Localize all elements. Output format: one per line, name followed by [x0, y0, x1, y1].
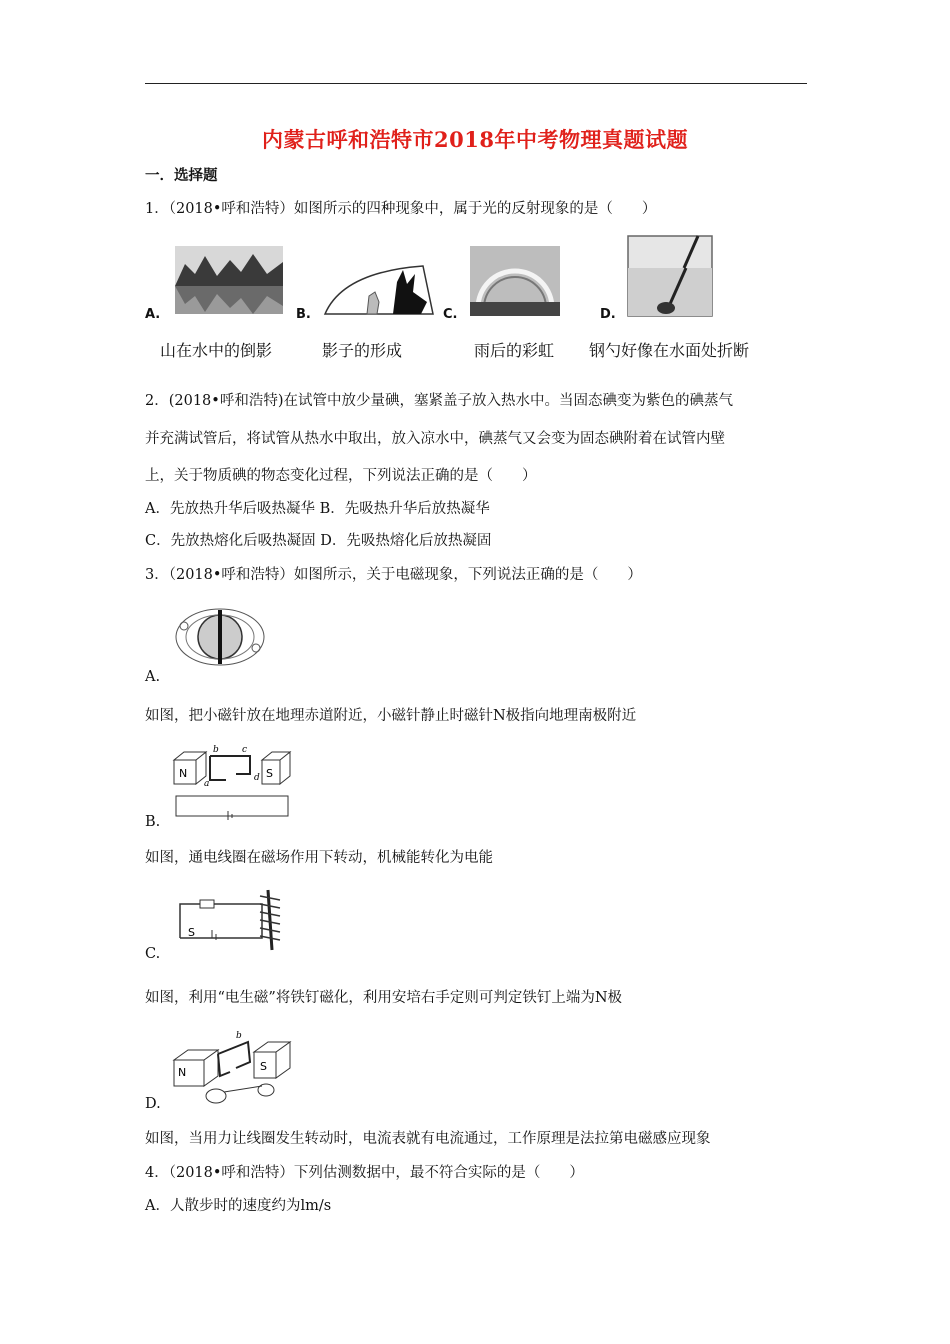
section-heading: 一．选择题 — [145, 167, 218, 184]
q2-options-cd: C．先放热熔化后吸热凝固 D．先吸热熔化后放热凝固 — [145, 533, 492, 549]
q3-figure-a-earth-magnetic-field — [170, 604, 270, 670]
q1-caption-d: 钢勺好像在水面处折断 — [589, 341, 750, 360]
fig-d-label-b: b — [236, 1031, 242, 1041]
q2-options-ab: A．先放热升华后吸热凝华 B．先吸热升华后放热凝华 — [145, 501, 490, 517]
fig-b-label-c: c — [242, 745, 248, 755]
q1-caption-c: 雨后的彩虹 — [474, 341, 555, 360]
q2-line-2: 并充满试管后，将试管从热水中取出，放入凉水中，碘蒸气又会变为固态碘附着在试管内壁 — [145, 431, 725, 447]
q3-option-b-letter: B. — [145, 814, 161, 830]
fig-b-s-label: S — [266, 767, 273, 780]
q3-stem: 3．（2018•呼和浩特）如图所示，关于电磁现象，下列说法正确的是（ ） — [145, 567, 642, 583]
fig-b-label-d: d — [254, 773, 260, 783]
q1-option-c-letter: C. — [443, 307, 458, 322]
page-title: 内蒙古呼和浩特市2018年中考物理真题试题 — [262, 127, 688, 152]
q4-option-a: A．人散步时的速度约为lm/s — [145, 1198, 332, 1214]
q3-option-c-text: 如图，利用“电生磁”将铁钉磁化，利用安培右手定则可判定铁钉上端为N极 — [145, 990, 623, 1006]
q2-line-3: 上，关于物质碘的物态变化过程，下列说法正确的是（ ） — [145, 468, 537, 484]
q3-option-d-text: 如图，当用力让线圈发生转动时，电流表就有电流通过，工作原理是法拉第电磁感应现象 — [145, 1131, 711, 1147]
q1-option-a-letter: A. — [145, 307, 161, 322]
fig-d-s-label: S — [260, 1060, 267, 1073]
q3-figure-d-generator — [170, 1024, 294, 1106]
q1-image-b-hand-shadow — [323, 262, 435, 316]
q2-line-1: 2．(2018•呼和浩特)在试管中放少量碘，塞紧盖子放入热水中。当固态碘变为紫色的碘蒸气 — [145, 393, 733, 409]
q3-option-c-letter: C. — [145, 946, 161, 962]
q3-figure-c-electromagnet — [172, 884, 288, 952]
q3-figure-b-motor — [170, 740, 294, 820]
fig-b-label-a: a — [204, 779, 210, 789]
q4-stem: 4．（2018•呼和浩特）下列估测数据中，最不符合实际的是（ ） — [145, 1165, 584, 1181]
q1-option-d-letter: D. — [600, 307, 616, 322]
q1-image-c-rainbow — [470, 246, 560, 316]
q1-image-a-mountain-reflection — [175, 246, 283, 314]
q3-option-a-text: 如图，把小磁针放在地理赤道附近，小磁针静止时磁针N极指向地理南极附近 — [145, 708, 637, 724]
q1-caption-b: 影子的形成 — [322, 341, 403, 360]
fig-b-n-label: N — [179, 767, 188, 780]
header-rule — [145, 83, 807, 84]
q1-stem: 1．（2018•呼和浩特）如图所示的四种现象中，属于光的反射现象的是（ ） — [145, 201, 657, 217]
q1-option-b-letter: B. — [296, 307, 311, 322]
q3-option-b-text: 如图，通电线圈在磁场作用下转动，机械能转化为电能 — [145, 850, 493, 866]
fig-d-n-label: N — [178, 1066, 187, 1079]
fig-c-switch-label: S — [188, 926, 195, 939]
q3-option-d-letter: D. — [145, 1096, 161, 1112]
q3-option-a-letter: A. — [145, 669, 161, 685]
fig-b-label-b: b — [213, 745, 219, 755]
q1-caption-a: 山在水中的倒影 — [160, 341, 273, 360]
q1-image-d-spoon-in-water — [624, 234, 716, 318]
